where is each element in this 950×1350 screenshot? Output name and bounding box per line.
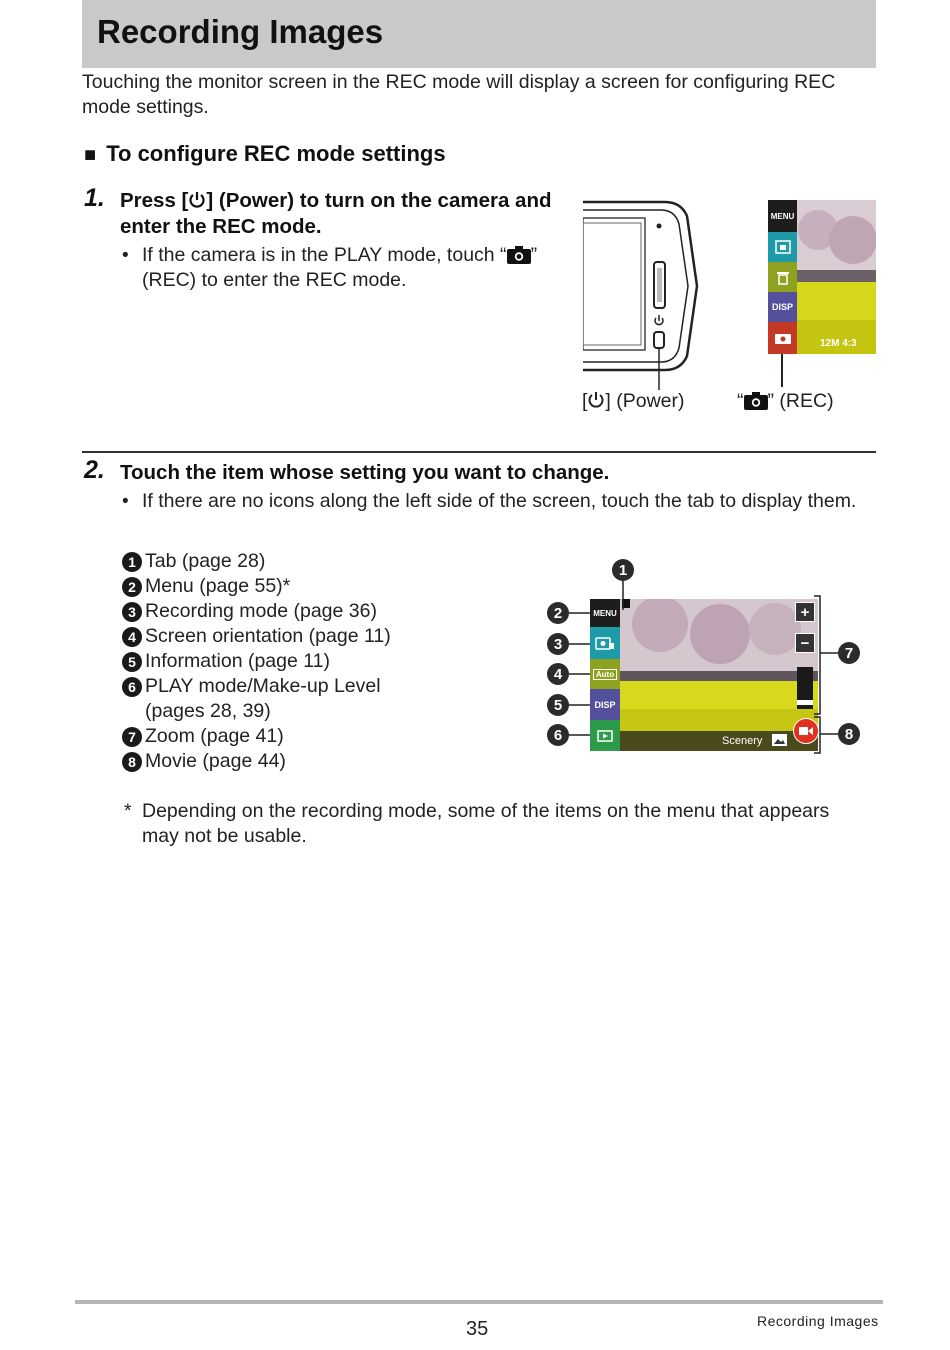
legend-label: Recording mode (page 36) — [145, 600, 377, 622]
mode-icon — [775, 240, 791, 254]
delete-button[interactable] — [768, 262, 797, 292]
power-label-close: ] (Power) — [605, 390, 685, 412]
callout-orientation: 4 — [547, 663, 569, 685]
legend-item — [122, 724, 452, 749]
rec-screen-thumbnail — [768, 200, 876, 354]
power-icon — [587, 390, 605, 410]
menu-button[interactable]: MENU — [768, 200, 797, 232]
rec-label-close: ” (REC) — [767, 390, 834, 412]
rec-label-open: “ — [737, 390, 744, 412]
legend-item — [122, 624, 452, 649]
callout-tab: 1 — [612, 559, 634, 581]
legend-label: Movie (page 44) — [145, 750, 286, 772]
item-legend — [122, 549, 452, 774]
step-1-number: 1. — [84, 184, 105, 212]
camera-icon — [507, 246, 531, 264]
footnote — [124, 799, 844, 847]
step-divider — [82, 451, 876, 453]
callout-recording-mode: 3 — [547, 633, 569, 655]
number-badge: 4 — [122, 627, 142, 647]
callout-menu: 2 — [547, 602, 569, 624]
legend-label: Screen orientation (page 11) — [145, 625, 391, 647]
legend-item — [122, 649, 452, 674]
footer-section-name: Recording Images — [757, 1313, 879, 1329]
legend-label: Tab (page 28) — [145, 550, 266, 572]
zoom-out-button[interactable]: − — [795, 633, 815, 653]
legend-label: (pages 28, 39) — [145, 700, 271, 722]
section-heading — [84, 141, 446, 167]
rec-button[interactable] — [768, 322, 797, 354]
disp-button[interactable]: DISP — [768, 292, 797, 322]
legend-item — [122, 549, 452, 574]
step-1-bullet — [122, 243, 562, 291]
number-badge: 1 — [122, 552, 142, 572]
step-1-text-after: ] (Power) to turn on the camera and enter the REC mode. — [120, 189, 552, 238]
section-title: To configure REC mode settings — [106, 141, 446, 166]
camera-icon — [744, 392, 768, 410]
number-badge: 8 — [122, 752, 142, 772]
power-label — [582, 389, 685, 414]
step-1-bullet-after: ” (REC) to enter the REC mode. — [142, 244, 538, 291]
number-badge: 6 — [122, 677, 142, 697]
footnote-mark: * — [124, 800, 132, 822]
number-badge: 2 — [122, 577, 142, 597]
title-bar — [82, 0, 876, 68]
page-number: 35 — [466, 1318, 489, 1340]
callout-play: 6 — [547, 724, 569, 746]
number-badge: 3 — [122, 602, 142, 622]
legend-label: PLAY mode/Make-up Level — [145, 675, 381, 697]
number-badge: 5 — [122, 652, 142, 672]
auto-label: Auto — [593, 669, 617, 680]
rec-label — [737, 389, 834, 414]
number-badge: 7 — [122, 727, 142, 747]
callout-zoom: 7 — [838, 642, 860, 664]
legend-label: Zoom (page 41) — [145, 725, 284, 747]
page-title: Recording Images — [97, 13, 384, 50]
legend-item — [122, 749, 452, 774]
callout-movie: 8 — [838, 723, 860, 745]
step-2-number: 2. — [84, 456, 105, 484]
scene-label: Scenery — [722, 735, 763, 747]
bullet-dot: • — [122, 245, 129, 266]
step-1-text-before: Press [ — [120, 189, 189, 212]
bullet-dot: • — [122, 491, 129, 512]
power-icon — [188, 190, 206, 210]
zoom-in-button[interactable]: + — [795, 602, 815, 622]
trash-icon — [776, 270, 790, 285]
footnote-text: Depending on the recording mode, some of the items on the menu that appears may not be usable. — [142, 800, 830, 847]
camera-back-illustration — [583, 198, 703, 390]
legend-item-continued — [122, 699, 452, 724]
menu-button[interactable]: MENU — [590, 599, 620, 627]
legend-label: Menu (page 55)* — [145, 575, 291, 597]
power-label-open: [ — [582, 390, 588, 412]
callout-information: 5 — [547, 694, 569, 716]
step-1-instruction — [120, 188, 565, 240]
step-2-bullet-text: If there are no icons along the left side of the screen, touch the tab to display them. — [142, 490, 857, 512]
step-1-bullet-before: If the camera is in the PLAY mode, touch “ — [142, 244, 507, 266]
step-2-instruction: Touch the item whose setting you want to change. — [120, 461, 610, 484]
legend-item — [122, 674, 452, 699]
rec-leader-line — [781, 354, 783, 387]
disp-button[interactable]: DISP — [590, 689, 620, 720]
status-readout: 12M 4:3 — [820, 338, 857, 349]
mode-button[interactable] — [768, 232, 797, 262]
legend-label: Information (page 11) — [145, 650, 330, 672]
intro-paragraph: Touching the monitor screen in the REC mode will display a screen for configuring REC mode settings. — [82, 71, 836, 118]
callout-leader-lines — [540, 560, 870, 760]
legend-item — [122, 599, 452, 624]
legend-item — [122, 574, 452, 599]
camera-icon — [775, 332, 791, 344]
footer-rule — [75, 1300, 883, 1304]
step-2-bullet — [122, 489, 872, 514]
section-marker: ■ — [84, 144, 97, 166]
